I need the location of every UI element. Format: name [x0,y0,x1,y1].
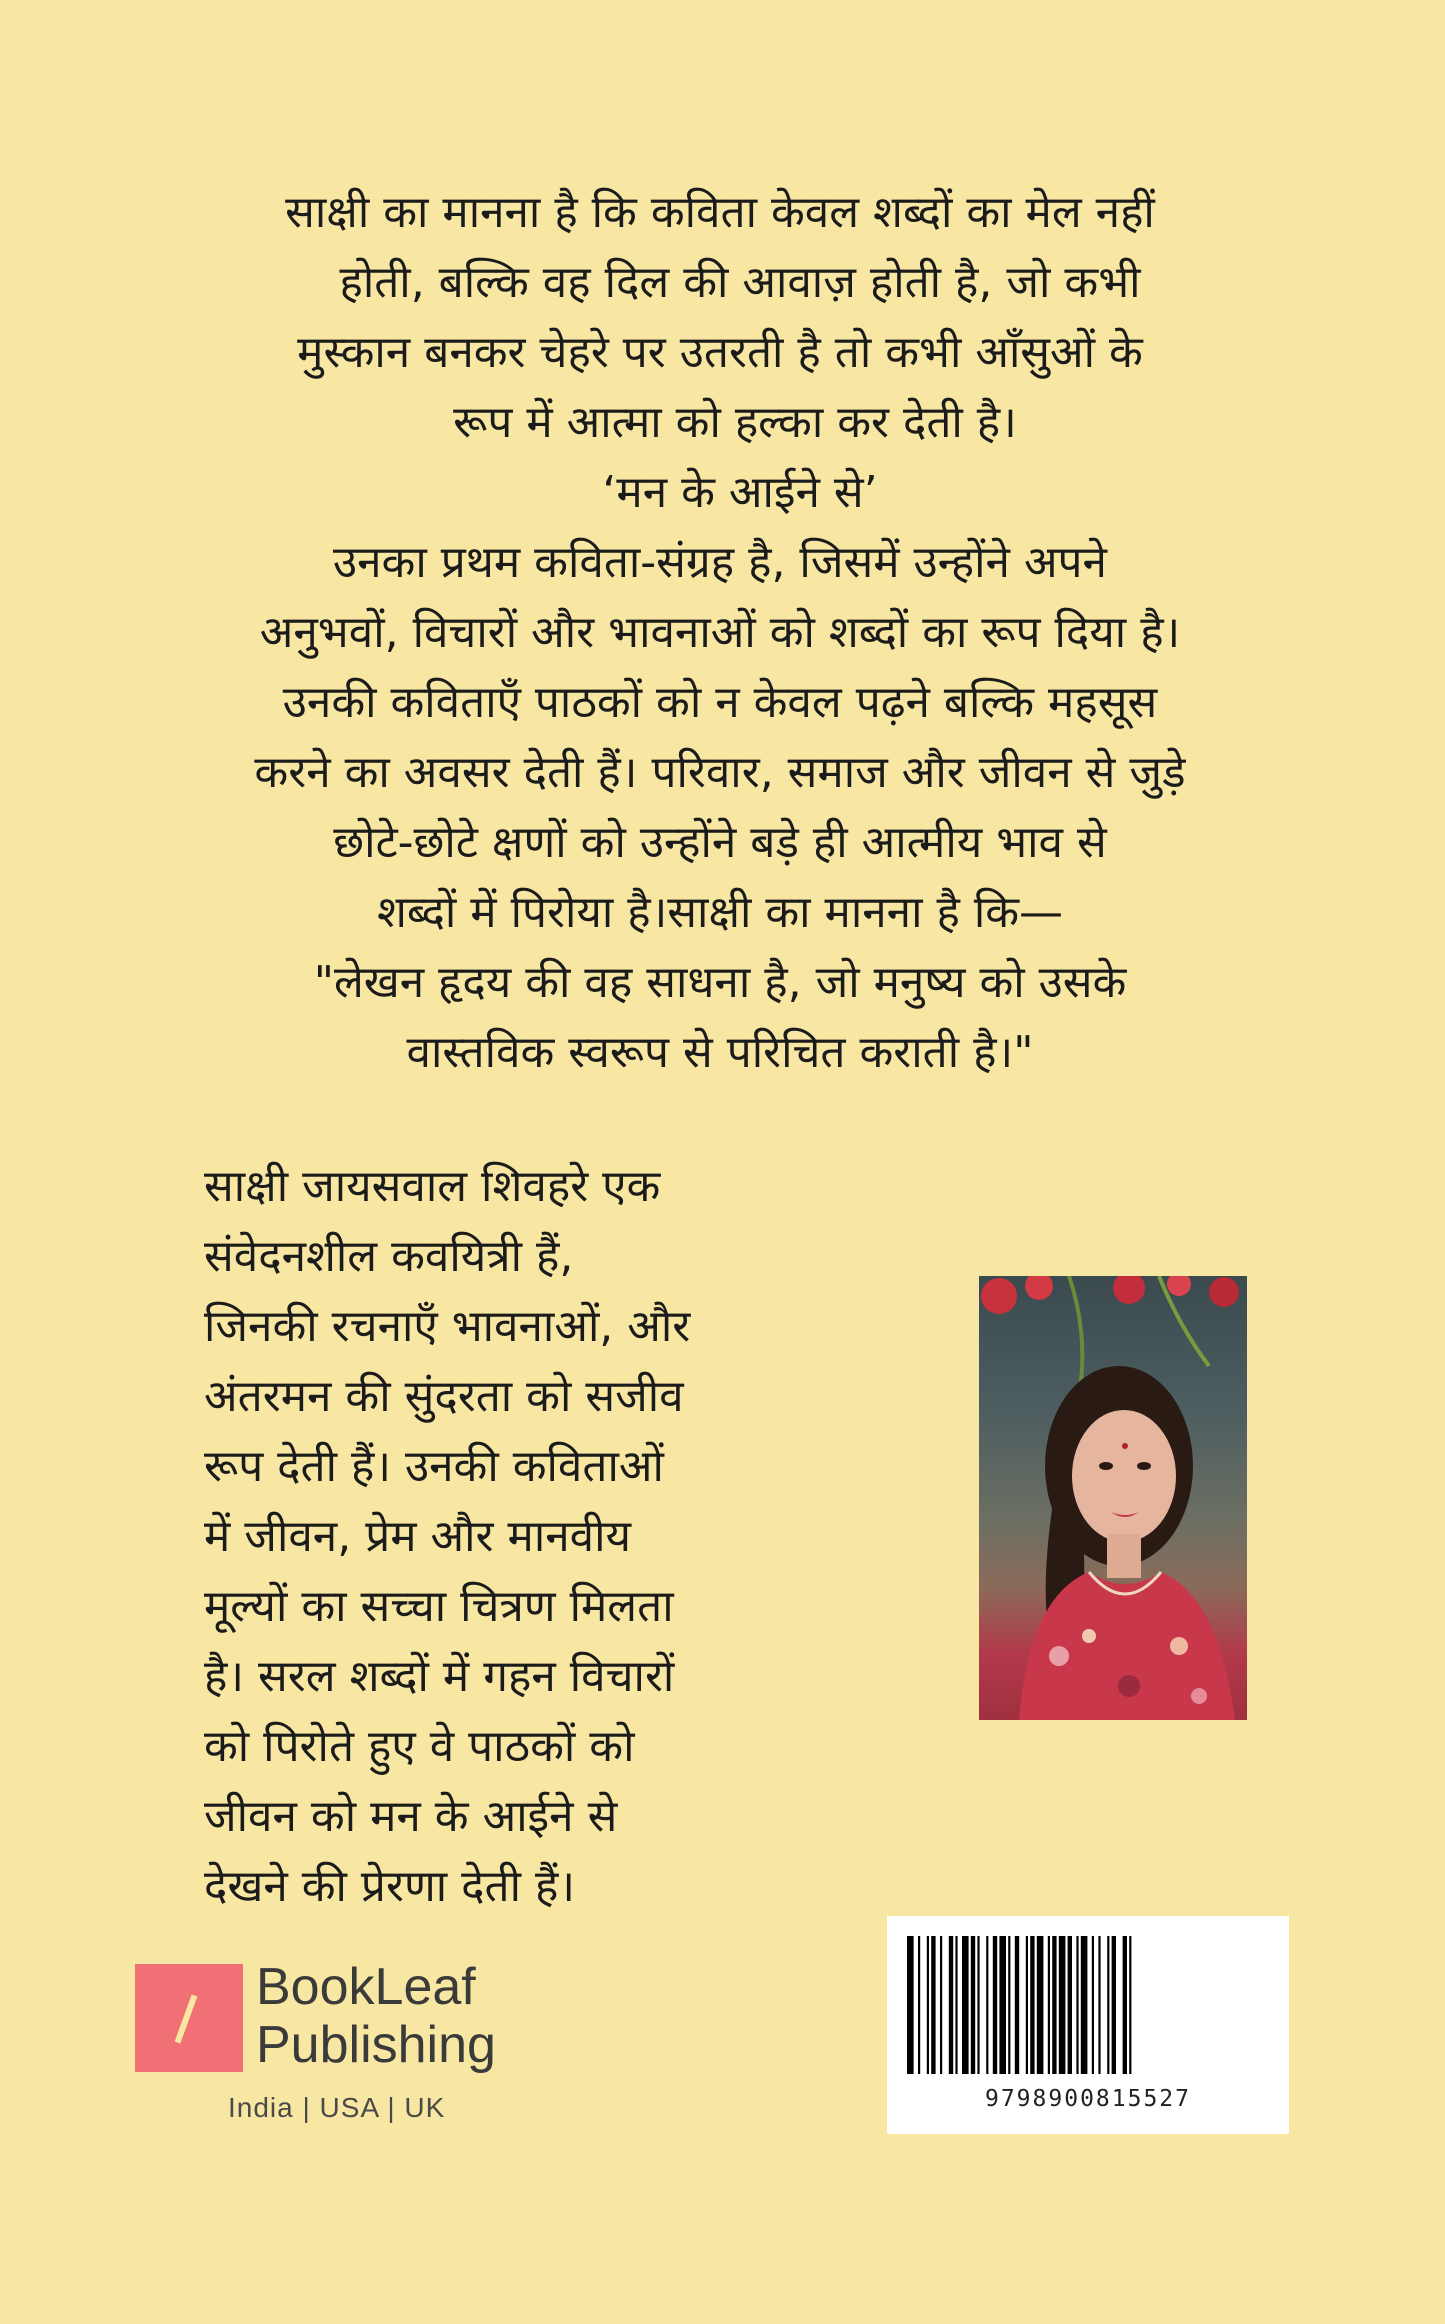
intro-line: होती, बल्कि वह दिल की आवाज़ होती है, जो कभी [339,257,1141,308]
bio-line: साक्षी जायसवाल शिवहरे एक [204,1161,661,1212]
intro-line: शब्दों में पिरोया है।साक्षी का मानना है कि— [376,887,1064,938]
bio-line: रूप देती हैं। उनकी कविताओं [204,1441,664,1492]
book-title-quote: ‘मन के आईने से’ [602,467,878,518]
bio-line: देखने की प्रेरणा देती हैं। [204,1861,576,1912]
barcode-bar [927,1936,929,2074]
barcode-bar [940,1936,942,2074]
barcode-bar [1112,1936,1116,2074]
bio-line: जिनकी रचनाएँ भावनाओं, और [204,1301,691,1352]
bio-line: संवेदनशील कवयित्री हैं, [204,1231,574,1282]
intro-line: अनुभवों, विचारों और भावनाओं को शब्दों का रूप दिया है। [259,607,1181,658]
barcode-bar [1008,1936,1010,2074]
barcode-bars [887,1916,1289,2086]
intro-line: उनका प्रथम कविता-संग्रह है, जिसमें उन्होंने अपने [333,537,1107,588]
bio-line: मूल्यों का सच्चा चित्रण मिलता [204,1581,674,1632]
publisher-regions: India | USA | UK [228,2092,446,2123]
barcode-bar [1059,1936,1066,2074]
barcode-bar [1123,1936,1127,2074]
barcode-bar [993,1936,997,2074]
slash-icon [175,1994,198,2043]
quote-line: वास्तविक स्वरूप से परिचित कराती है।" [406,1027,1034,1078]
intro-line: उनकी कविताएँ पाठकों को न केवल पढ़ने बल्कि महसूस [282,677,1158,728]
bio-line: जीवन को मन के आईने से [204,1791,618,1842]
author-portrait-illustration [979,1276,1247,1720]
publisher-name [256,1958,496,2074]
isbn-number: 9798900815527 [984,2086,1191,2112]
bio-line: अंतरमन की सुंदरता को सजीव [204,1371,684,1422]
barcode-bar [1048,1936,1050,2074]
barcode-bar [1052,1936,1056,2074]
intro-line: करने का अवसर देती हैं। परिवार, समाज और जीवन से जुड़े [254,747,1186,798]
intro-line: रूप में आत्मा को हल्का कर देती है। [453,397,1017,448]
intro-line: मुस्कान बनकर चेहरे पर उतरती है तो कभी आँसुओं के [297,327,1143,378]
barcode-bar [986,1936,988,2074]
barcode-bar [1098,1936,1100,2074]
author-bio [204,1152,824,1922]
barcode-bar [1092,1936,1094,2074]
bio-line: में जीवन, प्रेम और मानवीय [204,1511,632,1562]
intro-line: साक्षी का मानना है कि कविता केवल शब्दों का मेल नहीं [285,187,1155,238]
barcode-bar [977,1936,979,2074]
barcode-bar [1068,1936,1072,2074]
barcode-bar [1026,1936,1028,2074]
barcode-bar [999,1936,1006,2074]
publisher-name-line2: Publishing [256,2016,496,2074]
barcode-bar [1030,1936,1034,2074]
barcode-bar [962,1936,969,2074]
quote-line: "लेखन हृदय की वह साधना है, जो मनुष्य को उसके [313,957,1127,1008]
bio-line: है। सरल शब्दों में गहन विचारों [204,1651,675,1702]
barcode-bar [955,1936,957,2074]
isbn-barcode [887,1916,1289,2134]
publisher-name-line1: BookLeaf [256,1958,476,2016]
barcode-bar [931,1936,935,2074]
barcode-bar [1129,1936,1131,2074]
barcode-bar [949,1936,953,2074]
barcode-bar [971,1936,975,2074]
barcode-bar [1107,1936,1109,2074]
intro-line: छोटे-छोटे क्षणों को उन्होंने बड़े ही आत्मीय भाव से [333,817,1107,868]
barcode-bar [918,1936,920,2074]
barcode-bar [1081,1936,1088,2074]
barcode-bar [1015,1936,1019,2074]
barcode-bar [907,1936,914,2074]
bio-line: को पिरोते हुए वे पाठकों को [204,1721,635,1772]
publisher-logo-mark [135,1964,243,2072]
author-photo [979,1276,1247,1720]
intro-text [150,178,1290,1088]
barcode-bar [1076,1936,1078,2074]
barcode-bar [1037,1936,1044,2074]
